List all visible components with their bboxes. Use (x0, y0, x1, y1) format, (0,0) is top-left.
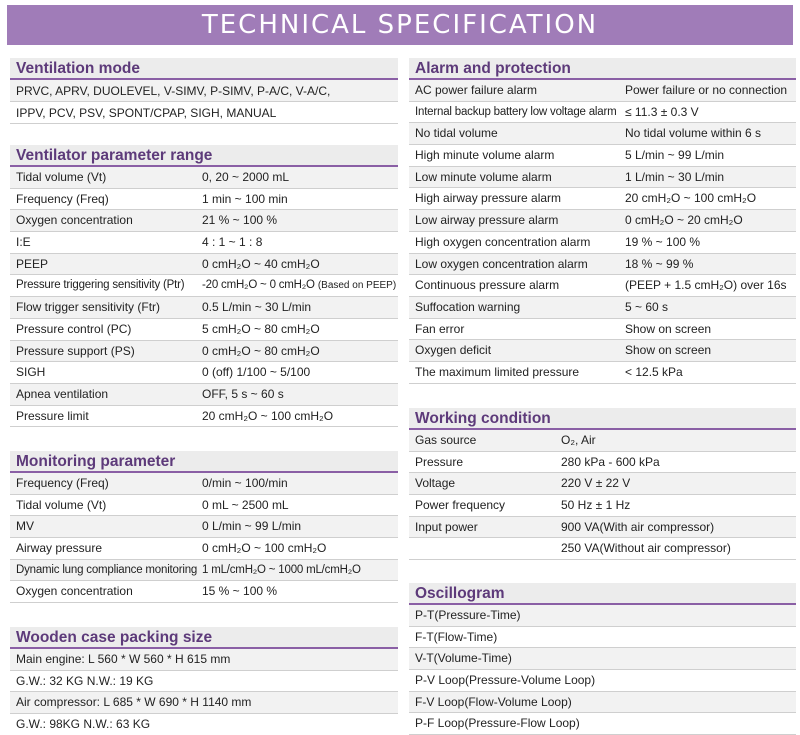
spec-value: 0.5 L/min ~ 30 L/min (202, 300, 312, 315)
spec-value: 0/min ~ 100/min (202, 476, 288, 490)
section-title: Alarm and protection (409, 58, 796, 80)
spec-key: Power frequency (415, 498, 506, 513)
spec-line: G.W.: 98KG N.W.: 63 KG (10, 714, 398, 735)
spec-value: 20 cmH₂O ~ 100 cmH₂O (625, 191, 757, 206)
spec-key: Pressure control (PC) (16, 321, 132, 336)
spec-key: I:E (16, 235, 31, 250)
spec-row (409, 232, 796, 254)
spec-key: Frequency (Freq) (16, 191, 109, 206)
spec-key: Low airway pressure alarm (415, 213, 559, 228)
spec-row (10, 232, 398, 254)
spec-key: Suffocation warning (415, 299, 521, 314)
spec-key: Airway pressure (16, 541, 103, 556)
spec-row (10, 538, 398, 560)
spec-row (10, 581, 398, 603)
spec-row (10, 167, 398, 189)
spec-row (409, 473, 796, 495)
page-banner: TECHNICAL SPECIFICATION (7, 5, 793, 45)
spec-value: 19 % ~ 100 % (625, 234, 701, 249)
spec-row (10, 473, 398, 495)
spec-value: -20 cmH₂O ~ 0 cmH₂O (202, 279, 315, 292)
spec-line: F-V Loop(Flow-Volume Loop) (409, 692, 796, 714)
spec-value: O₂, Air (561, 433, 596, 447)
spec-key: High airway pressure alarm (415, 191, 562, 206)
oscillogram-section (409, 583, 796, 735)
spec-line: G.W.: 32 KG N.W.: 19 KG (10, 671, 398, 693)
spec-key: Fan error (415, 321, 465, 336)
spec-value: 1 L/min ~ 30 L/min (625, 169, 725, 184)
spec-row (409, 210, 796, 232)
spec-line: Main engine: L 560 * W 560 * H 615 mm (10, 649, 398, 671)
spec-key: Frequency (Freq) (16, 476, 109, 490)
spec-key: MV (16, 519, 34, 534)
spec-key: Pressure (415, 454, 464, 469)
spec-key: Tidal volume (Vt) (16, 170, 107, 184)
spec-row (409, 538, 796, 560)
spec-key: AC power failure alarm (415, 83, 538, 97)
spec-row (409, 495, 796, 517)
spec-key: PEEP (16, 256, 49, 271)
spec-key (409, 538, 561, 559)
spec-key: Low minute volume alarm (415, 169, 552, 184)
spec-key: Oxygen concentration (16, 584, 133, 599)
spec-value: 0 cmH₂O ~ 80 cmH₂O (202, 343, 320, 358)
spec-row (10, 516, 398, 538)
mode-line: PRVC, APRV, DUOLEVEL, V-SIMV, P-SIMV, P-A/C, V-A/C, (10, 80, 398, 102)
ventilation-mode-section (10, 58, 398, 124)
ventilator-range-section (10, 145, 398, 427)
spec-key: The maximum limited pressure (415, 364, 580, 379)
spec-row (409, 452, 796, 474)
spec-row (409, 80, 796, 102)
spec-value: 0 cmH₂O ~ 20 cmH₂O (625, 213, 743, 228)
spec-value: 21 % ~ 100 % (202, 213, 278, 228)
spec-value: ≤ 11.3 ± 0.3 V (625, 104, 699, 119)
spec-value: 280 kPa - 600 kPa (561, 454, 660, 469)
working-section (409, 408, 796, 560)
packing-section (10, 627, 398, 735)
spec-line: F-T(Flow-Time) (409, 627, 796, 649)
spec-value: 0 cmH₂O ~ 40 cmH₂O (202, 256, 320, 271)
spec-key: Pressure support (PS) (16, 343, 135, 358)
spec-value: 0 mL ~ 2500 mL (202, 497, 289, 512)
spec-row (409, 145, 796, 167)
spec-value: 5 cmH₂O ~ 80 cmH₂O (202, 321, 320, 336)
spec-value: 5 L/min ~ 99 L/min (625, 148, 725, 163)
alarm-section (409, 58, 796, 384)
spec-value: 4 : 1 ~ 1 : 8 (202, 235, 263, 250)
spec-value: 1 min ~ 100 min (202, 191, 288, 206)
spec-value: Show on screen (625, 343, 712, 358)
spec-key: Pressure triggering sensitivity (Ptr) (16, 279, 185, 292)
spec-row (409, 254, 796, 276)
spec-row (10, 362, 398, 384)
spec-row (409, 188, 796, 210)
spec-row (409, 517, 796, 539)
section-title: Monitoring parameter (10, 451, 398, 473)
spec-value: OFF, 5 s ~ 60 s (202, 386, 284, 401)
spec-key: Continuous pressure alarm (415, 278, 560, 293)
spec-key: Flow trigger sensitivity (Ftr) (16, 300, 161, 315)
spec-key: Input power (415, 519, 478, 534)
spec-row (409, 430, 796, 452)
spec-key: Internal backup battery low voltage alarm (415, 105, 617, 118)
spec-line: P-V Loop(Pressure-Volume Loop) (409, 670, 796, 692)
spec-value: 0 (off) 1/100 ~ 5/100 (202, 365, 311, 380)
section-title: Working condition (409, 408, 796, 430)
spec-key: SIGH (16, 365, 46, 380)
spec-row (10, 189, 398, 211)
spec-key: Voltage (415, 476, 456, 491)
spec-line: V-T(Volume-Time) (409, 648, 796, 670)
spec-row (409, 319, 796, 341)
spec-value: 5 ~ 60 s (625, 299, 669, 314)
section-title: Wooden case packing size (10, 627, 398, 649)
spec-row (10, 210, 398, 232)
monitoring-section (10, 451, 398, 603)
spec-key: Tidal volume (Vt) (16, 497, 107, 512)
spec-value: (PEEP + 1.5 cmH₂O) over 16s (625, 278, 787, 293)
spec-key: High minute volume alarm (415, 148, 555, 163)
spec-line: Air compressor: L 685 * W 690 * H 1140 mm (10, 692, 398, 714)
spec-value: 50 Hz ± 1 Hz (561, 498, 631, 513)
spec-row (409, 340, 796, 362)
spec-row (10, 384, 398, 406)
spec-key: Low oxygen concentration alarm (415, 256, 588, 271)
spec-value: 15 % ~ 100 % (202, 584, 278, 599)
spec-line: P-F Loop(Pressure-Flow Loop) (409, 713, 796, 735)
spec-key: No tidal volume (415, 126, 498, 141)
section-title: Ventilator parameter range (10, 145, 398, 167)
spec-value: 0 cmH₂O ~ 100 cmH₂O (202, 541, 327, 556)
spec-row (409, 362, 796, 384)
spec-row (10, 560, 398, 582)
spec-value: < 12.5 kPa (625, 364, 683, 379)
spec-value: Power failure or no connection (625, 83, 788, 97)
spec-key: High oxygen concentration alarm (415, 234, 591, 249)
mode-line: IPPV, PCV, PSV, SPONT/CPAP, SIGH, MANUAL (10, 102, 398, 124)
spec-row (10, 254, 398, 276)
spec-value: 1 mL/cmH₂O ~ 1000 mL/cmH₂O (202, 563, 361, 576)
spec-row (10, 406, 398, 428)
spec-note: (Based on PEEP) (317, 280, 397, 292)
spec-row (409, 102, 796, 124)
spec-row (409, 275, 796, 297)
spec-row (10, 297, 398, 319)
spec-key: Dynamic lung compliance monitoring (16, 563, 198, 576)
spec-key: Apnea ventilation (16, 386, 109, 401)
spec-value: 20 cmH₂O ~ 100 cmH₂O (202, 408, 334, 423)
section-title: Ventilation mode (10, 58, 398, 80)
spec-row (409, 167, 796, 189)
spec-row (10, 341, 398, 363)
spec-key: Gas source (415, 433, 477, 447)
spec-value: 220 V ± 22 V (561, 476, 631, 491)
spec-key: Oxygen deficit (415, 343, 492, 358)
spec-value: 900 VA(With air compressor) (561, 519, 715, 534)
spec-row (10, 495, 398, 517)
spec-line: P-T(Pressure-Time) (409, 605, 796, 627)
spec-key: Oxygen concentration (16, 213, 133, 228)
spec-row (10, 275, 398, 297)
spec-row (409, 123, 796, 145)
spec-value: 0, 20 ~ 2000 mL (202, 170, 290, 184)
spec-key: Pressure limit (16, 408, 89, 423)
spec-row (409, 297, 796, 319)
spec-value: 0 L/min ~ 99 L/min (202, 519, 302, 534)
spec-value: 18 % ~ 99 % (625, 256, 694, 271)
spec-value: Show on screen (625, 321, 712, 336)
spec-value: No tidal volume within 6 s (625, 126, 762, 141)
section-title: Oscillogram (409, 583, 796, 605)
spec-row (10, 319, 398, 341)
spec-value: 250 VA(Without air compressor) (561, 541, 731, 556)
